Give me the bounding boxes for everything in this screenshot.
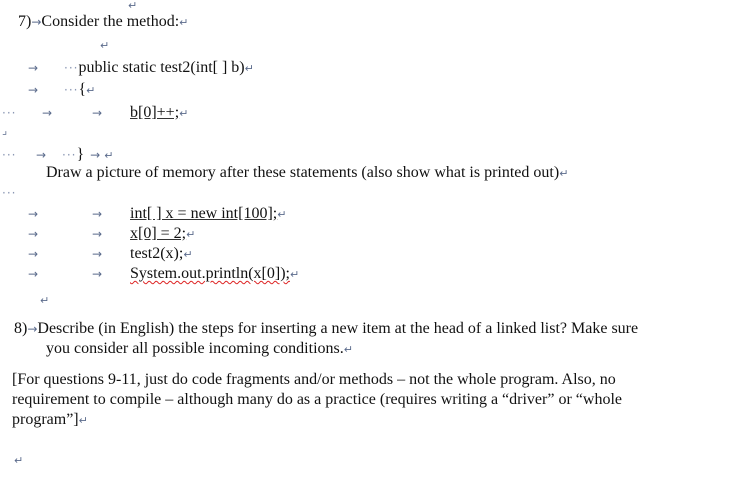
paragraph-mark: ↵ [40, 294, 50, 307]
tab-mark: → [28, 247, 39, 261]
tab-mark: → [31, 15, 42, 29]
paragraph-mark: ↵ [128, 0, 138, 12]
question-number: 8) [14, 320, 28, 337]
tab-mark: → [92, 227, 103, 241]
code-open-brace: ···{↵ [64, 81, 96, 98]
question-8-line2: you consider all possible incoming conditions.↵ [46, 340, 353, 357]
tab-mark: → [28, 207, 39, 221]
code-line: } [76, 146, 85, 163]
paragraph-mark: ↵ [179, 16, 189, 29]
code-close-brace: ···} → ↵ [62, 146, 114, 163]
question-number: 7) [18, 13, 32, 30]
code-statement: System.out.println(x[0]);↵ [130, 265, 300, 282]
code-statement: x[0] = 2;↵ [130, 225, 196, 242]
note-line2: requirement to compile – although many do as a practice (requires writing a “driver” or “whole [12, 391, 622, 408]
tab-mark: → [28, 227, 39, 241]
paragraph-mark: ↵ [14, 454, 24, 467]
code-line: b[0]++; [130, 104, 180, 121]
question-7-intro: Consider the method: [41, 13, 180, 30]
note-line1: [For questions 9-11, just do code fragments and/or methods – not the whole program. Also, no [12, 371, 616, 388]
code-statement: int[ ] x = new int[100];↵ [130, 205, 287, 222]
paragraph-mark: ↵ [100, 39, 110, 52]
tab-mark: → [92, 106, 103, 120]
tab-mark: → [92, 207, 103, 221]
question-7-instruction: Draw a picture of memory after these statements (also show what is printed out)↵ [46, 164, 569, 181]
question-7-heading [18, 13, 188, 32]
code-line: { [78, 81, 87, 98]
code-statement: test2(x);↵ [130, 245, 193, 262]
tab-mark: → [27, 322, 38, 336]
note-line3: program”]↵ [12, 411, 88, 428]
tab-mark: → [92, 267, 103, 281]
tab-mark: → [28, 61, 39, 75]
question-8-line1: 8)→Describe (in English) the steps for inserting a new item at the head of a linked list? Make sure [14, 320, 639, 337]
code-body: b[0]++;↵ [130, 104, 189, 121]
tab-mark: → [28, 83, 39, 97]
tab-mark: → [92, 247, 103, 261]
code-line: public static test2(int[ ] b) [78, 59, 245, 76]
tab-mark: → [42, 106, 53, 120]
code-method-header: ···public static test2(int[ ] b)↵ [64, 59, 254, 76]
tab-mark: → [36, 148, 47, 162]
tab-mark: → [28, 267, 39, 281]
section-mark: ⌟ [2, 124, 8, 137]
